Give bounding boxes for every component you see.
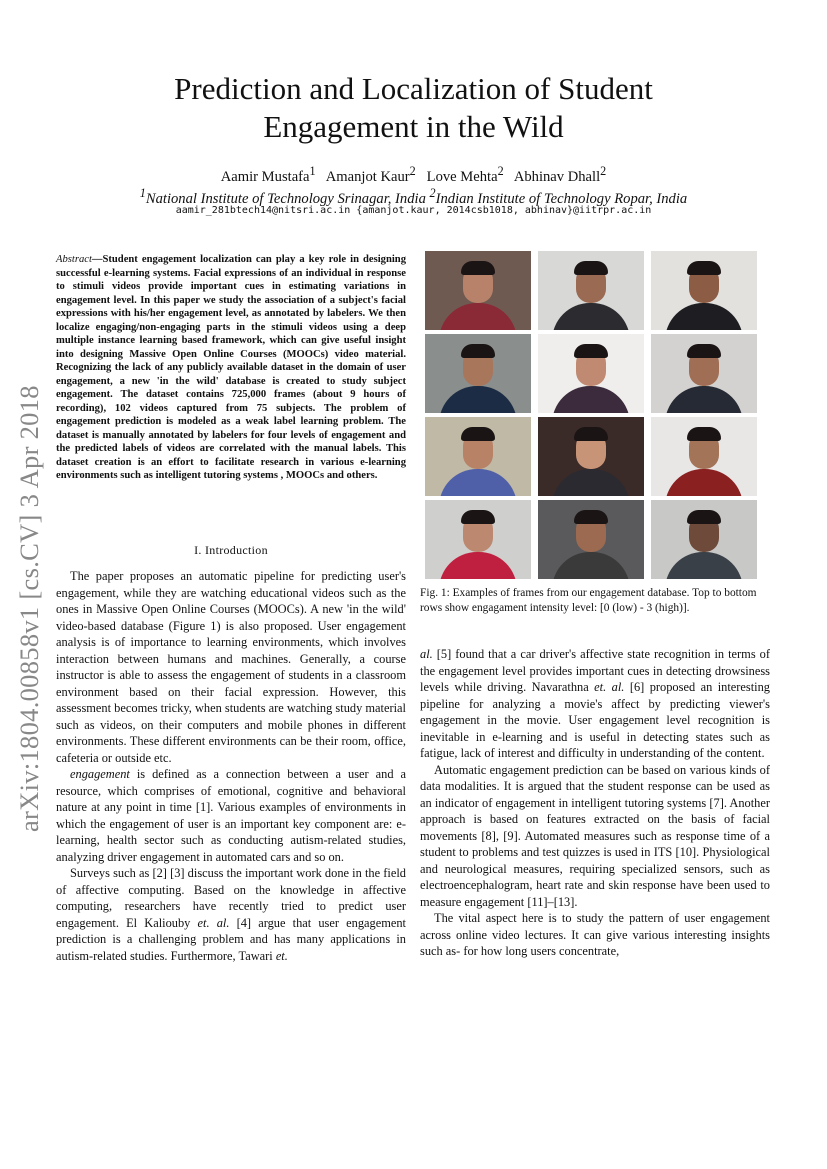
author-1-sup: 1 (309, 164, 316, 178)
engagement-term: engagement (70, 767, 130, 781)
person-torso (439, 469, 517, 496)
affil-2-sup: 2 (429, 186, 436, 200)
person-torso (552, 303, 630, 330)
person-torso (439, 386, 517, 413)
person-hair (687, 344, 721, 358)
person-torso (665, 386, 743, 413)
author-2-sup: 2 (409, 164, 416, 178)
person-torso (552, 386, 630, 413)
right-p1-etal: al. (420, 647, 433, 661)
frame-thumbnail (538, 500, 644, 579)
right-p1-part-b: [6] proposed an interesting pipeline for analyzing a movie's affect by predicting viewer's engagement in the movie. User engagement level recognition is inevitable in e-learning and is useful in detecting states such as fatigue, lack of interest and difficulty in understanding of the content. (420, 680, 771, 760)
intro-p3-part-b: [4] argue that user engagement prediction is a challenging problem and has many applications in autism-related studies. Furthermore, Tawari (56, 915, 406, 963)
person-torso (552, 552, 630, 579)
right-paragraph-2: Automatic engagement prediction can be based on various kinds of data modalities. It is argued that the student response can be used as an indicator of engagement in intelligent tutoring systems [7]. Another approach is based on features extracted on the basis of facial movements [8], [9]. Automated measures such as response time of a student to problems and test quizzes is used in ITS [10]. Physiological and neurological measures, requiring specialized sensors, such as electroencephalogram, heart rate and skin response have been used to measure engagement [11]–[13]. (420, 762, 770, 909)
author-4-sup: 2 (600, 164, 607, 178)
person-torso (665, 469, 743, 496)
person-hair (574, 427, 608, 441)
person-hair (574, 510, 608, 524)
author-2: Amanjot Kaur (325, 168, 410, 185)
person-hair (461, 427, 495, 441)
abstract (56, 253, 406, 483)
paper-title (60, 70, 767, 146)
affil-2: Indian Institute of Technology Ropar, India (435, 190, 688, 207)
right-p1-etal-2: et. al. (594, 680, 625, 694)
author-1: Aamir Mustafa (220, 168, 310, 185)
frame-thumbnail (425, 500, 531, 579)
frame-thumbnail (425, 251, 531, 330)
right-p1-part-a: [5] found that a car driver's affective state recognition in terms of the engagement level provides important cues in detecting drowsiness levels while driving. Navarathna (420, 647, 770, 694)
person-hair (574, 261, 608, 275)
person-hair (687, 510, 721, 524)
person-hair (574, 344, 608, 358)
frame-thumbnail (538, 251, 644, 330)
author-3-sup: 2 (497, 164, 504, 178)
abstract-label: Abstract (56, 254, 92, 265)
frame-thumbnail (425, 334, 531, 413)
right-paragraph-1 (420, 646, 770, 762)
intro-p3-etal-2: et. (275, 948, 288, 963)
person-torso (439, 552, 517, 579)
person-hair (687, 427, 721, 441)
figure-1-caption: Fig. 1: Examples of frames from our engagement database. Top to bottom rows show engagament intensity level: [0 (low) - 3 (high)]. (420, 587, 757, 614)
figure-1-frame-grid (425, 251, 767, 579)
person-torso (665, 303, 743, 330)
frame-thumbnail (425, 417, 531, 496)
person-torso (552, 469, 630, 496)
right-paragraph-3: The vital aspect here is to study the pattern of user engagement across online video lectures. It can give various interesting insights such as- for how long users concentrate, (420, 911, 770, 958)
title-line-1: Prediction and Localization of Student (174, 71, 653, 106)
frame-thumbnail (651, 417, 757, 496)
author-3: Love Mehta (426, 168, 498, 185)
intro-paragraph-2 (56, 766, 406, 865)
intro-p3-etal-1: et. al. (197, 915, 230, 930)
title-line-2: Engagement in the Wild (263, 109, 564, 144)
person-hair (461, 261, 495, 275)
frame-thumbnail (651, 334, 757, 413)
left-column-body (56, 568, 406, 964)
intro-paragraph-2-text: is defined as a connection between a user and a resource, which comprises of emotional, cognitive and behavioral nature at any point in time [1]. Various examples of environments in which the engagement of user is an important key component are: e-learning, health sector such as conducting autism-related studies, analyzing driver engagement in automated cars and so on. (56, 767, 406, 864)
intro-p3-part-a: Surveys such as [2] [3] discuss the important work done in the field of affective computing. Based on the knowledge in affective computing, researchers have recently tried to predict user engagement. El Kaliouby (56, 866, 406, 930)
author-emails: aamir_281btech14@nitsri.ac.in {amanjot.kaur, 2014csb1018, abhinav}@iitrpr.ac.in (175, 205, 652, 216)
person-hair (687, 261, 721, 275)
person-torso (665, 552, 743, 579)
person-hair (461, 510, 495, 524)
person-torso (439, 303, 517, 330)
abstract-text: —Student engagement localization can play a key role in designing successful e-learning systems. Facial expressions of an individual in response to stimuli videos provide important cues in estimating variations in engagement level. In this paper we study the association of a subject's facial expressions with his/her engagement level, as annotated by labelers. We then localize engaging/non-engaging parts in the stimuli videos using a deep multiple instance learning based framework, which can give useful insight into designing Massive Open Online Courses (MOOCs) video material. Recognizing the lack of any publicly available dataset in the domain of user engagement, a new 'in the wild' database is created to study subject engagement. The dataset contains 725,000 frames (about 9 hours of recording), 102 videos captured from 75 subjects. The problem of engagement prediction is modeled as a weak label learning problem. The dataset is manually annotated by labelers for four levels of engagement and the predicted labels of videos are correlated with the manual labels. This dataset creation is an effort to facilitate research in various e-learning environments such as intelligent tutoring systems , MOOCs and others. (56, 254, 406, 481)
person-hair (461, 344, 495, 358)
affil-1: National Institute of Technology Srinagar, India (145, 190, 426, 207)
intro-paragraph-1: The paper proposes an automatic pipeline for predicting user's engagement, while they are watching educational videos such as the ones in Massive Open Online Courses (MOOCs). A new 'in the wild' video-based database (Figure 1) is also proposed. User engagement analysis is of importance to learning environments, which involves interaction between humans and machines. Generally, a course instructor is able to assess the engagement of students in a classroom environment based on their facial expression. However, this assessment becomes tricky, when students are watching study material such as videos, on their computers and mobile phones in different environments. These different environments can be their room, office, cafeteria or outside etc. (56, 569, 406, 765)
right-column-body (420, 646, 770, 960)
section-heading-introduction: I. Introduction (194, 543, 268, 557)
intro-paragraph-3 (56, 865, 406, 964)
frame-thumbnail (538, 417, 644, 496)
author-4: Abhinav Dhall (513, 168, 601, 185)
author-list (60, 164, 767, 186)
frame-thumbnail (651, 251, 757, 330)
frame-thumbnail (538, 334, 644, 413)
arxiv-identifier: arXiv:1804.00858v1 [cs.CV] 3 Apr 2018 (14, 385, 44, 832)
affil-1-sup: 1 (139, 186, 146, 200)
frame-thumbnail (651, 500, 757, 579)
